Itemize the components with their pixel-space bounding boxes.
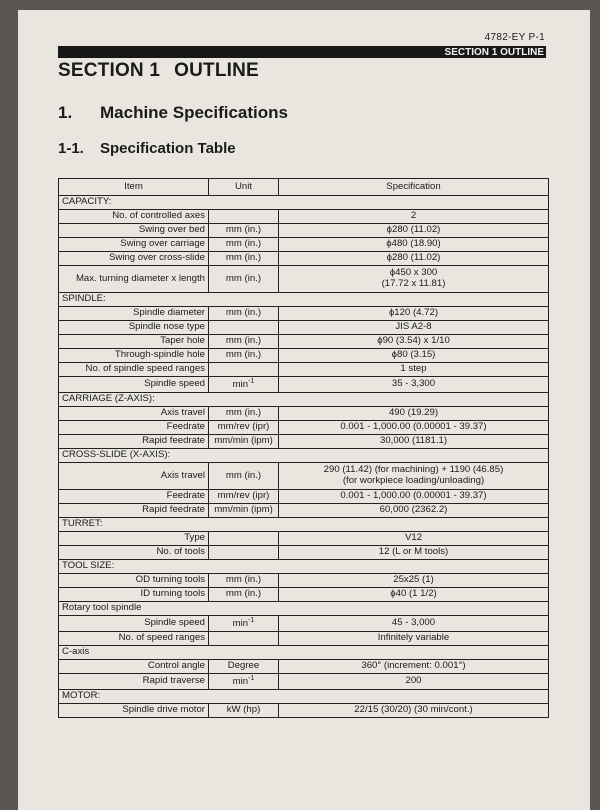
specification-text: 2 <box>410 210 417 222</box>
unit-text: mm (in.) <box>225 252 262 264</box>
category-label: CROSS-SLIDE (X-AXIS): <box>59 448 549 462</box>
table-category-row <box>59 601 549 615</box>
table-category-row <box>59 689 549 703</box>
table-row <box>59 266 549 293</box>
heading-specification-table <box>58 140 236 157</box>
specification-cell <box>279 377 549 393</box>
column-header-unit: Unit <box>209 179 279 196</box>
subheading-text: Specification Table <box>100 140 236 157</box>
specification-cell <box>279 503 549 517</box>
specification-table <box>58 178 549 718</box>
table-row <box>59 434 549 448</box>
item-cell: Through-spindle hole <box>59 349 209 363</box>
section-number: SECTION 1 <box>58 60 161 81</box>
unit-text: mm (in.) <box>225 574 262 586</box>
specification-cell <box>279 673 549 689</box>
unit-text: kW (hp) <box>226 703 261 715</box>
table-row <box>59 545 549 559</box>
table-body <box>59 196 549 718</box>
unit-text: mm/rev (ipr) <box>217 421 270 433</box>
item-cell: Axis travel <box>59 462 209 489</box>
specification-cell <box>279 238 549 252</box>
table-row <box>59 462 549 489</box>
item-cell: No. of speed ranges <box>59 631 209 645</box>
unit-text: mm (in.) <box>225 349 262 361</box>
table-row <box>59 238 549 252</box>
unit-cell <box>209 321 279 335</box>
unit-cell <box>209 307 279 321</box>
specification-text: ϕ120 (4.72) <box>388 307 439 319</box>
unit-exponent: -1 <box>248 378 255 385</box>
table-category-row <box>59 645 549 659</box>
item-cell: Rapid traverse <box>59 673 209 689</box>
unit-text: min <box>232 676 249 688</box>
item-cell: Spindle drive motor <box>59 703 209 717</box>
category-label: Rotary tool spindle <box>59 601 549 615</box>
table-row <box>59 252 549 266</box>
specification-cell <box>279 321 549 335</box>
unit-text: mm/min (ipm) <box>214 435 273 447</box>
specification-cell <box>279 489 549 503</box>
table-row <box>59 210 549 224</box>
table-row <box>59 406 549 420</box>
specification-cell <box>279 363 549 377</box>
section-header-bar <box>58 46 546 58</box>
item-cell: Swing over cross-slide <box>59 252 209 266</box>
specification-text: 1 step <box>400 363 427 375</box>
specification-cell <box>279 631 549 645</box>
specification-text: 0.001 - 1,000.00 (0.00001 - 39.37) <box>340 421 487 433</box>
category-label: TURRET: <box>59 517 549 531</box>
table-row <box>59 631 549 645</box>
specification-cell <box>279 659 549 673</box>
category-label: CARRIAGE (Z-AXIS): <box>59 392 549 406</box>
unit-text: mm (in.) <box>225 272 262 284</box>
unit-text: mm (in.) <box>225 469 262 481</box>
unit-cell <box>209 420 279 434</box>
column-header-item: Item <box>59 179 209 196</box>
item-cell: Swing over bed <box>59 224 209 238</box>
specification-text: Infinitely variable <box>377 631 450 643</box>
document-number: 4782-EY P-1 <box>484 32 545 43</box>
table-row <box>59 321 549 335</box>
item-cell: Spindle speed <box>59 615 209 631</box>
item-cell: No. of spindle speed ranges <box>59 363 209 377</box>
table-category-row <box>59 448 549 462</box>
unit-text: min <box>232 379 249 391</box>
table-row <box>59 224 549 238</box>
specification-text: V12 <box>404 532 423 544</box>
unit-cell <box>209 335 279 349</box>
specification-text: 0.001 - 1,000.00 (0.00001 - 39.37) <box>340 490 487 502</box>
specification-text: 22/15 (30/20) (30 min/cont.) <box>354 703 473 715</box>
unit-cell <box>209 489 279 503</box>
specification-text: JIS A2-8 <box>395 321 432 333</box>
table-row <box>59 587 549 601</box>
unit-text: mm (in.) <box>225 335 262 347</box>
section-title <box>58 60 259 82</box>
specification-text: 490 (19.29) <box>388 407 439 419</box>
unit-cell <box>209 673 279 689</box>
unit-cell <box>209 377 279 393</box>
section-name: OUTLINE <box>174 60 259 81</box>
unit-cell <box>209 266 279 293</box>
table-row <box>59 659 549 673</box>
item-cell: Taper hole <box>59 335 209 349</box>
specification-text: ϕ40 (1 1/2) <box>390 588 437 600</box>
specification-cell <box>279 434 549 448</box>
unit-exponent: -1 <box>248 616 255 624</box>
category-label: CAPACITY: <box>59 196 549 210</box>
specification-text: 25x25 (1) <box>393 574 434 586</box>
specification-cell <box>279 462 549 489</box>
item-cell: Type <box>59 531 209 545</box>
item-cell: OD turning tools <box>59 573 209 587</box>
specification-text: 35 - 3,300 <box>391 378 436 390</box>
specification-cell <box>279 252 549 266</box>
unit-cell <box>209 224 279 238</box>
unit-text: min <box>232 618 249 630</box>
category-label: C-axis <box>59 645 549 659</box>
table-category-row <box>59 559 549 573</box>
specification-text: 30,000 (1181.1) <box>379 435 448 447</box>
item-cell: Max. turning diameter x length <box>59 266 209 293</box>
item-cell: Spindle nose type <box>59 321 209 335</box>
specification-text: 290 (11.42) (for machining) + 1190 (46.85) <box>323 464 504 476</box>
specification-cell <box>279 210 549 224</box>
item-cell: ID turning tools <box>59 587 209 601</box>
item-cell: No. of tools <box>59 545 209 559</box>
table-row <box>59 363 549 377</box>
specification-cell <box>279 406 549 420</box>
unit-cell <box>209 531 279 545</box>
specification-text: 12 (L or M tools) <box>378 546 449 558</box>
unit-text: Degree <box>227 659 260 671</box>
specification-cell <box>279 266 549 293</box>
unit-cell <box>209 503 279 517</box>
table-row <box>59 349 549 363</box>
column-header-specification: Specification <box>279 179 549 196</box>
specification-text: 60,000 (2362.2) <box>379 504 448 516</box>
unit-cell <box>209 252 279 266</box>
specification-cell <box>279 545 549 559</box>
specification-cell <box>279 420 549 434</box>
specification-text: ϕ80 (3.15) <box>391 349 436 361</box>
unit-text: mm (in.) <box>225 238 262 250</box>
unit-cell <box>209 238 279 252</box>
unit-cell <box>209 703 279 717</box>
item-cell: No. of controlled axes <box>59 210 209 224</box>
unit-cell <box>209 659 279 673</box>
category-label: MOTOR: <box>59 689 549 703</box>
item-cell: Spindle diameter <box>59 307 209 321</box>
unit-text: mm/rev (ipr) <box>217 490 270 502</box>
item-cell: Control angle <box>59 659 209 673</box>
table-category-row <box>59 196 549 210</box>
specification-cell <box>279 703 549 717</box>
unit-text: mm (in.) <box>225 307 262 319</box>
category-label: TOOL SIZE: <box>59 559 549 573</box>
subheading-number: 1-1. <box>58 140 84 157</box>
table-category-row <box>59 293 549 307</box>
unit-cell <box>209 545 279 559</box>
specification-text: 45 - 3,000 <box>391 617 436 629</box>
specification-cell <box>279 307 549 321</box>
table-row <box>59 703 549 717</box>
specification-cell <box>279 531 549 545</box>
specification-text: ϕ280 (11.02) <box>386 224 441 236</box>
unit-text: mm (in.) <box>225 407 262 419</box>
specification-text: ϕ90 (3.54) x 1/10 <box>377 335 450 347</box>
table-category-row <box>59 517 549 531</box>
unit-text: mm (in.) <box>225 588 262 600</box>
table-row <box>59 489 549 503</box>
specification-text: ϕ280 (11.02) <box>386 252 441 264</box>
unit-cell <box>209 210 279 224</box>
heading-number: 1. <box>58 103 73 122</box>
specification-cell <box>279 335 549 349</box>
unit-cell <box>209 615 279 631</box>
manual-page <box>18 10 590 810</box>
item-cell: Axis travel <box>59 406 209 420</box>
item-cell: Rapid feedrate <box>59 434 209 448</box>
table-row <box>59 673 549 689</box>
specification-text: ϕ450 x 300 <box>389 267 438 279</box>
unit-cell <box>209 462 279 489</box>
unit-cell <box>209 573 279 587</box>
table-row <box>59 307 549 321</box>
unit-cell <box>209 349 279 363</box>
unit-cell <box>209 406 279 420</box>
table-category-row <box>59 392 549 406</box>
category-label: SPINDLE: <box>59 293 549 307</box>
specification-cell <box>279 587 549 601</box>
item-cell: Feedrate <box>59 489 209 503</box>
specification-cell <box>279 349 549 363</box>
unit-cell <box>209 587 279 601</box>
item-cell: Rapid feedrate <box>59 503 209 517</box>
unit-text: mm/min (ipm) <box>214 504 273 516</box>
table-row <box>59 420 549 434</box>
specification-text: 360° (increment: 0.001°) <box>361 659 466 671</box>
section-header-label: SECTION 1 OUTLINE <box>444 46 544 58</box>
unit-exponent: -1 <box>248 674 255 682</box>
table-row <box>59 377 549 393</box>
table-header-row <box>59 179 549 196</box>
unit-cell <box>209 631 279 645</box>
specification-cell <box>279 615 549 631</box>
table-row <box>59 573 549 587</box>
item-cell: Swing over carriage <box>59 238 209 252</box>
unit-cell <box>209 363 279 377</box>
table-row <box>59 335 549 349</box>
specification-text-line2: (17.72 x 11.81) <box>381 278 446 289</box>
specification-cell <box>279 224 549 238</box>
heading-text: Machine Specifications <box>100 103 288 122</box>
specification-text: ϕ480 (18.90) <box>386 238 441 250</box>
item-cell: Feedrate <box>59 420 209 434</box>
unit-text: mm (in.) <box>225 224 262 236</box>
item-cell: Spindle speed <box>59 377 209 393</box>
table-row <box>59 615 549 631</box>
specification-text-line2: (for workpiece loading/unloading) <box>342 474 485 486</box>
specification-cell <box>279 573 549 587</box>
specification-text: 200 <box>405 674 422 686</box>
unit-cell <box>209 434 279 448</box>
table-row <box>59 503 549 517</box>
heading-machine-specifications <box>58 103 288 123</box>
table-row <box>59 531 549 545</box>
